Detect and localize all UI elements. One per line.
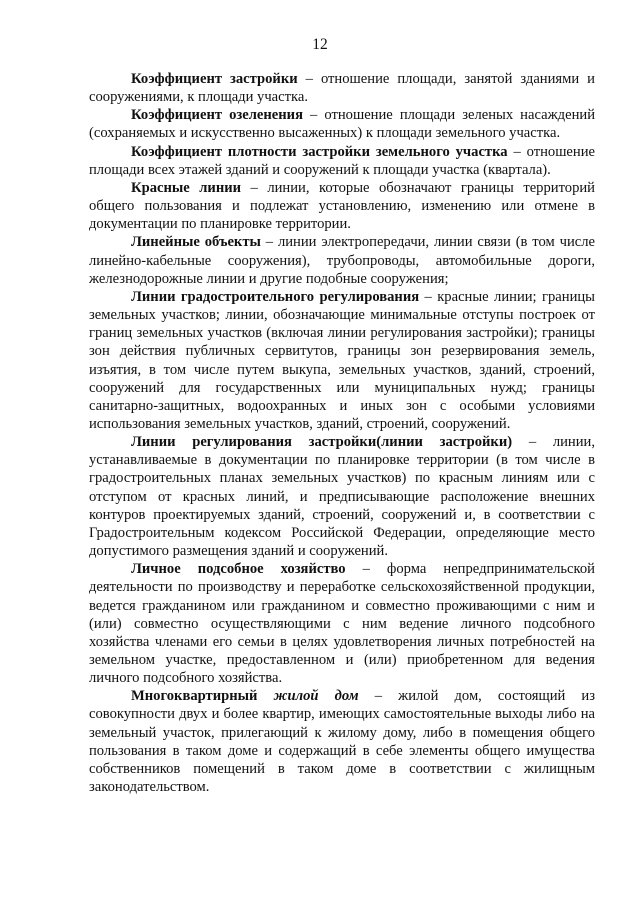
definition-paragraph-personal-farm <box>89 560 595 687</box>
definition-text: – линии, которые обозначают границы территорий общего пользования и подлежат установлению, изменению или отмене в документации по планировке территории. <box>89 179 595 233</box>
definition-text: – жилой дом, состоящий из совокупности двух и более квартир, имеющих самостоятельные выходы либо на земельный участок, прилегающий к жилому дому, либо в помещения общего пользования в таком доме и содержащий в себе элементы общего имущества собственников помещений в таком доме в соответствии с жилищным законодательством. <box>89 688 596 796</box>
definition-text: – форма непредпринимательской деятельности по производству и переработке сельскохозяйственной продукции, ведется гражданином или гражданином и совместно проживающими с ним и (или) совместно осуществляющими с ним ведение личного подсобного хозяйства членами его семьи в целях удовлетворения личных потребностей на земельном участке, предоставленном и (или) приобретенном для ведения личного подсобного хозяйства. <box>89 561 595 687</box>
definition-term-italic: жилой дом <box>273 688 359 705</box>
definition-paragraph-greening-coefficient <box>89 106 595 142</box>
definition-text: – отношение площади всех этажей зданий и сооружений к площади участка (квартала). <box>89 143 595 178</box>
definition-text: – отношение площади зеленых насаждений (сохраняемых и искусственно высаженных) к площади земельного участка. <box>89 107 596 142</box>
definition-paragraph-linear-objects <box>89 233 595 287</box>
definition-paragraph-red-lines <box>89 179 595 233</box>
definition-text: – красные линии; границы земельных участков; линии, обозначающие минимальные отступы построек от границ земельных участков (включая линии регулирования застройки); границы зон действия публичных сервитутов, границы зон резервирования земель, изъятия, в том числе путем выкупа, земельных участков, зданий, строений, сооружений для государственных или муниципальных нужд; границы санитарно-защитных, водоохранных и иных зон с особыми условиями использования земельных участков, зданий, строений, сооружений. <box>89 288 595 432</box>
definition-term: Личное подсобное хозяйство <box>131 561 346 578</box>
definition-term: Коэффициент озеленения <box>131 107 303 124</box>
definition-term: Линии регулирования застройки(линии застройки) <box>131 434 513 451</box>
page-number: 12 <box>312 36 328 53</box>
definition-paragraph-density-coefficient <box>89 143 595 179</box>
definition-paragraph-building-lines <box>89 433 595 560</box>
definition-term: Красные линии <box>131 179 242 196</box>
definition-paragraph-regulation-lines <box>89 288 595 433</box>
definition-text: – линии электропередачи, линии связи (в том числе линейно-кабельные сооружения), трубопроводы, автомобильные дороги, железнодорожные линии и другие подобные сооружения; <box>89 234 595 287</box>
definition-text: – отношение площади, занятой зданиями и сооружениями, к площади участка. <box>89 71 595 106</box>
definitions-body <box>89 70 595 796</box>
definition-text: – линии, устанавливаемые в документации по планировке территории (в том числе в градостроительных планах земельных участков) по красным линиям или с отступом от красных линий, и предписывающие расположение внешних контуров проектируемых зданий, строений, сооружений и, в соответствии с Градостроительным кодексом Российской Федерации, определяющие место допустимого размещения зданий и сооружений. <box>89 434 596 560</box>
definition-term: Линейные объекты <box>131 234 261 251</box>
definition-term: Коэффициент застройки <box>131 71 298 87</box>
definition-paragraph-apartment-building <box>89 687 595 796</box>
definition-paragraph-building-coefficient <box>89 70 595 106</box>
definition-term: Многоквартирный <box>131 688 274 705</box>
definition-term: Коэффициент плотности застройки земельного участка <box>131 143 508 160</box>
definition-term: Линии градостроительного регулирования <box>131 288 420 305</box>
